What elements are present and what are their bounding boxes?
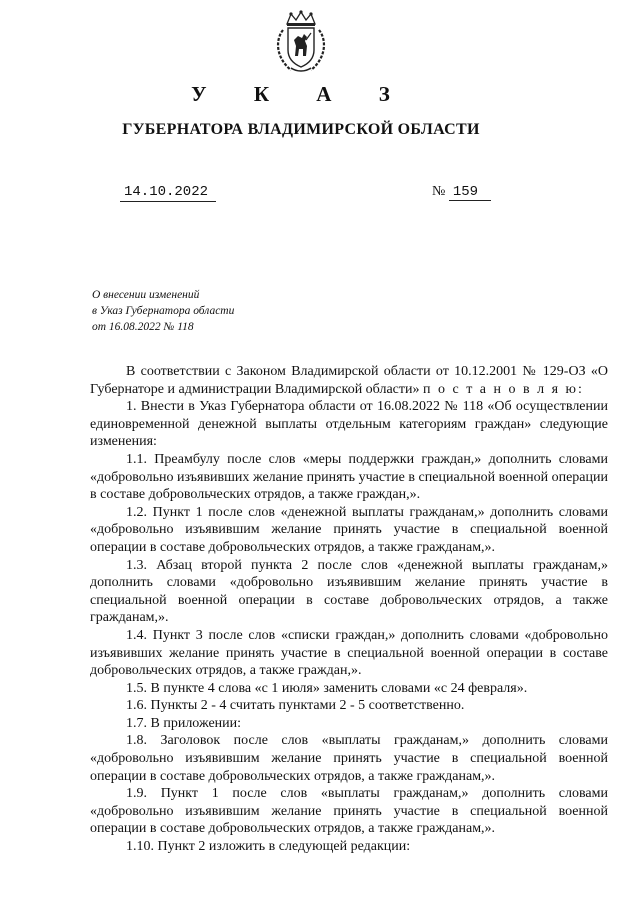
document-subject	[92, 287, 234, 335]
intro-text: В соответствии с Законом Владимирской области от 10.12.2001 № 129-ОЗ «О Губернаторе и администрации Владимирской области»	[90, 364, 608, 397]
paragraph-1-10: 1.10. Пункт 2 изложить в следующей редакции:	[126, 839, 411, 855]
document-title: У К А З	[191, 82, 411, 106]
document-issuer: ГУБЕРНАТОРА ВЛАДИМИРСКОЙ ОБЛАСТИ	[122, 121, 480, 138]
intro-verb: п о с т а н о в л я ю:	[422, 381, 584, 397]
coat-of-arms-emblem	[273, 10, 329, 74]
subject-line-3: от 16.08.2022 № 118	[92, 321, 194, 333]
subject-line-1: О внесении изменений	[92, 289, 200, 301]
paragraph-1-6: 1.6. Пункты 2 - 4 считать пунктами 2 - 5 соответственно.	[126, 698, 465, 714]
paragraph-1-7: 1.7. В приложении:	[126, 715, 242, 731]
document-body	[90, 363, 608, 856]
number-sign: №	[432, 184, 446, 199]
subject-line-2: в Указ Губернатора области	[92, 305, 235, 317]
document-number: 159	[449, 184, 491, 201]
paragraph-1-5: 1.5. В пункте 4 слова «с 1 июля» заменить словами «с 24 февраля».	[126, 680, 528, 696]
document-date: 14.10.2022	[120, 184, 216, 202]
paragraph-1: 1. Внести в Указ Губернатора области от 16.08.2022 № 118 «Об осуществлении единовременной денежной выплаты отдельным категориям граждан» следующие изменения:	[90, 399, 608, 450]
paragraph-intro	[90, 363, 608, 398]
paragraph-1-8: 1.8. Заголовок после слов «выплаты гражданам,» дополнить словами «добровольно изъявившим желание принять участие в специальной военной операции в составе добровольческих отрядов, а также гражданам,».	[90, 733, 608, 784]
paragraph-1-2: 1.2. Пункт 1 после слов «денежной выплаты гражданам,» дополнить словами «добровольно изъявившим желание принять участие в специальной военной операции в составе добровольческих отрядов, а также гражданам,».	[90, 504, 608, 555]
paragraph-1-9: 1.9. Пункт 1 после слов «выплаты гражданам,» дополнить словами «добровольно изъявившим желание принять участие в специальной военной операции в составе добровольческих отрядов, а также гражданам,».	[90, 786, 608, 837]
paragraph-1-4: 1.4. Пункт 3 после слов «списки граждан,» дополнить словами «добровольно изъявивших желание принять участие в специальной военной операции в составе добровольческих отрядов, а также граждан,».	[90, 627, 608, 679]
document-number-block	[432, 184, 491, 201]
paragraph-1-3: 1.3. Абзац второй пункта 2 после слов «денежной выплаты гражданам,» дополнить словами «добровольно изъявившим желание принять участие в специальной военной операции в составе добровольческих отрядов, а также гражданам,».	[90, 557, 608, 626]
paragraph-1-1: 1.1. Преамбулу после слов «меры поддержки граждан,» дополнить словами «добровольно изъявивших желание принять участие в специальной военной операции в составе добровольческих отрядов, а также граждан,».	[90, 451, 608, 503]
